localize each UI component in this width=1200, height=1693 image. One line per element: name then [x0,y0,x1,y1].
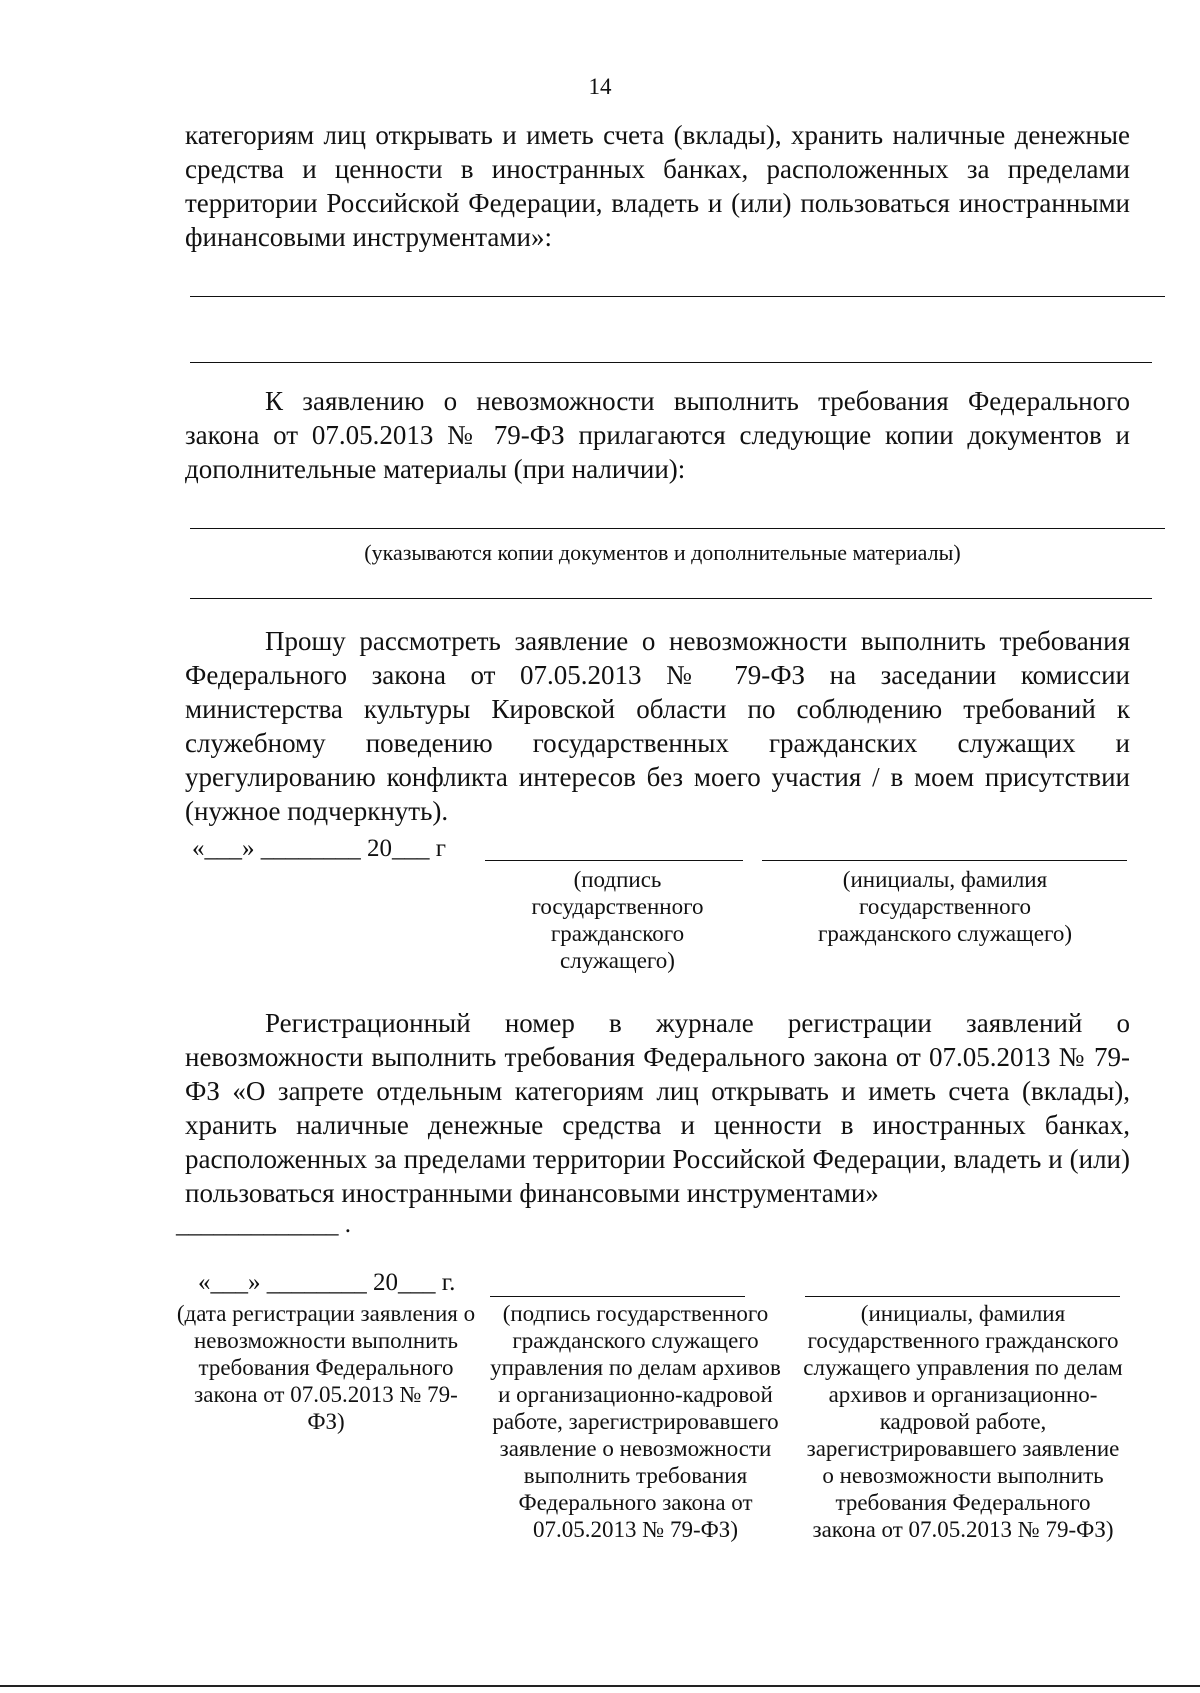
registrar-name-line [805,1296,1120,1297]
attachments-paragraph: К заявлению о невозможности выполнить требования Федерального закона от 07.05.2013 № 79-ФЗ прилагаются следующие копии документов и дополнительные материалы (при наличии): [185,386,1130,484]
attachments-line [190,528,1165,529]
registration-date-field: «___» ________ 20___ г. [198,1269,456,1296]
request-paragraph: Прошу рассмотреть заявление о невозможности выполнить требования Федерального закона от 07.05.2013 № 79-ФЗ на заседании комиссии министерства культуры Кировской области по соблюдению требований к служебному поведению государственных гражданских служащих и урегулированию конфликта интересов без моего участия / в моем присутствии (нужное подчеркнуть). [185,626,1130,826]
registration-paragraph: Регистрационный номер в журнале регистрации заявлений о невозможности выполнить требования Федерального закона от 07.05.2013 № 79-ФЗ «О запрете отдельным категориям лиц открывать и иметь счета (вклады), хранить наличные денежные средства и ценности в иностранных банках, расположенных за пределами территории Российской Федерации, владеть и (или) пользоваться иностранными финансовыми инструментами» [185,1008,1130,1208]
scan-bottom-edge [0,1685,1200,1687]
registrar-signature-line [490,1296,745,1297]
applicant-name-caption: (инициалы, фамилия государственного гражданского служащего) [818,867,1072,946]
applicant-name-line [762,860,1127,861]
registration-date-caption: (дата регистрации заявления о невозможности выполнить требования Федерального закона от 07.05.2013 № 79-ФЗ) [176,1301,476,1434]
attachments-line-2 [190,598,1152,599]
attachments-caption: (указываются копии документов и дополнительные материалы) [364,540,961,565]
blank-line-2 [190,362,1152,363]
registrar-signature-caption: (подпись государственного гражданского служащего управления по делам архивов и организационно-кадровой работе, зарегистрировавшего заявление о невозможности выполнить требования Федерального закона от 07.05.2013 № 79-ФЗ) [490,1301,781,1542]
intro-paragraph: категориям лиц открывать и иметь счета (вклады), хранить наличные денежные средства и ценности в иностранных банках, расположенных за пределами территории Российской Федерации, владеть и (или) пользоваться иностранными финансовыми инструментами»: [185,120,1130,252]
applicant-signature-line [485,860,743,861]
blank-line-1 [190,296,1165,297]
registrar-name-caption: (инициалы, фамилия государственного гражданского служащего управления по делам архивов и организационно-кадровой работе, зарегистрировавшего заявление о невозможности выполнить требования Федерального закона от 07.05.2013 № 79-ФЗ) [803,1301,1123,1542]
page-number: 14 [588,74,612,99]
applicant-date-field: «___» ________ 20___ г [192,835,447,862]
applicant-signature-caption: (подпись государственного гражданского служащего) [531,867,704,973]
registration-number-blank: _____________ . [176,1211,351,1238]
